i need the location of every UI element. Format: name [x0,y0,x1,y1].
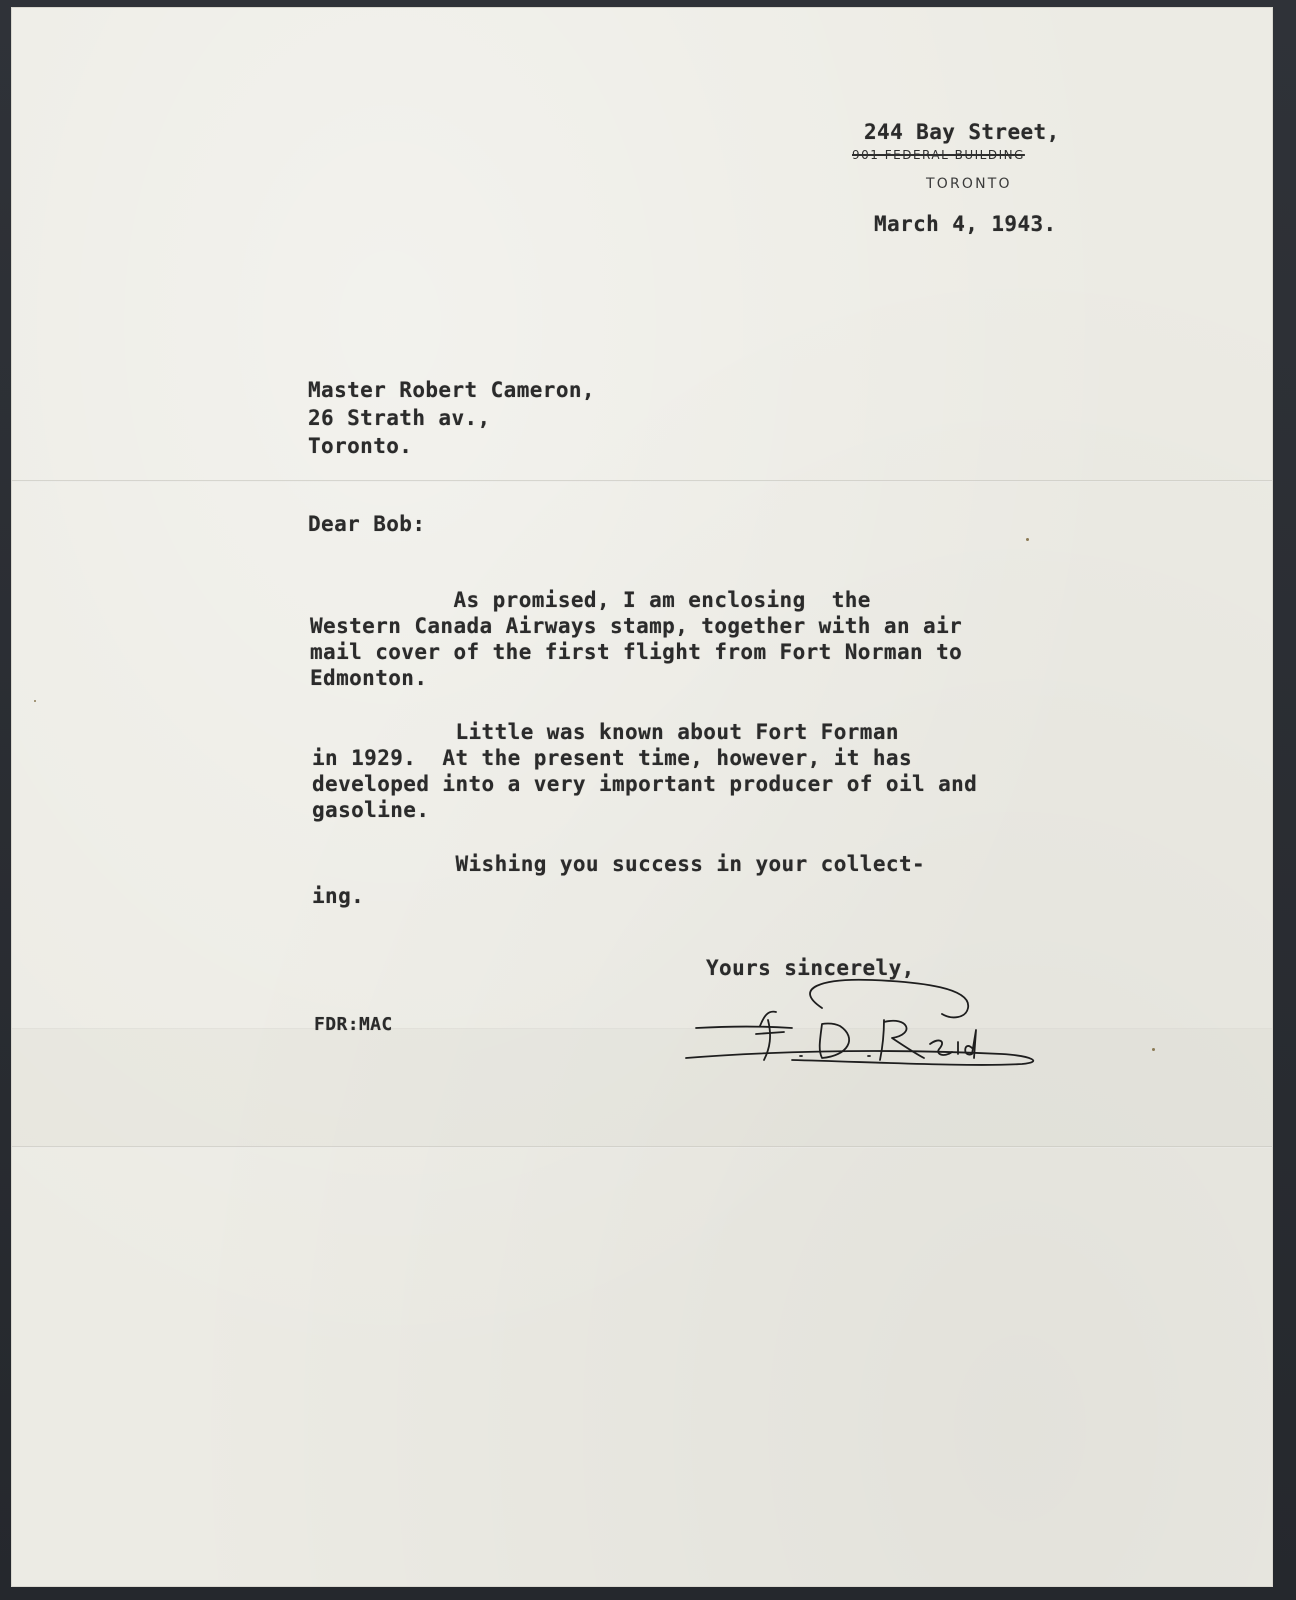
reference-initials: FDR:MAC [314,1014,393,1035]
body-line: As promised, I am enclosing the [310,588,871,612]
recipient-city: Toronto. [308,434,413,458]
fold-crease-upper [12,480,1272,482]
letter-page [12,8,1272,1586]
closing: Yours sincerely, [706,956,915,980]
paper-fleck [1026,538,1029,541]
body-line: developed into a very important producer of oil and [312,772,978,796]
body-line: gasoline. [312,798,430,822]
fold-crease-band [12,1028,1272,1146]
struck-letterhead-address: 901 FEDERAL BUILDING [852,148,1025,162]
recipient-name: Master Robert Cameron, [308,378,595,402]
letter-date: March 4, 1943. [874,212,1057,236]
fold-crease-lower [12,1146,1272,1148]
body-paragraph [312,852,1032,912]
body-line: Edmonton. [310,666,428,690]
fold-crease-middle [12,1028,1272,1029]
handwritten-signature [672,968,1042,1078]
body-paragraph [312,720,1032,830]
paper-fleck [1152,1048,1155,1051]
body-line: Little was known about Fort Forman [312,720,899,744]
body-paragraph [310,588,1030,698]
body-line: Wishing you success in your collect- [312,852,926,876]
body-line: Western Canada Airways stamp, together with an air [310,614,963,638]
body-line: mail cover of the first flight from Fort Norman to [310,640,963,664]
body-line: in 1929. At the present time, however, it has [312,746,912,770]
sender-street: 244 Bay Street, [864,120,1060,144]
recipient-street: 26 Strath av., [308,406,491,430]
body-line: ing. [312,884,365,908]
letterhead-city: TORONTO [926,176,1012,192]
paper-fleck [34,700,36,702]
salutation: Dear Bob: [308,512,426,536]
